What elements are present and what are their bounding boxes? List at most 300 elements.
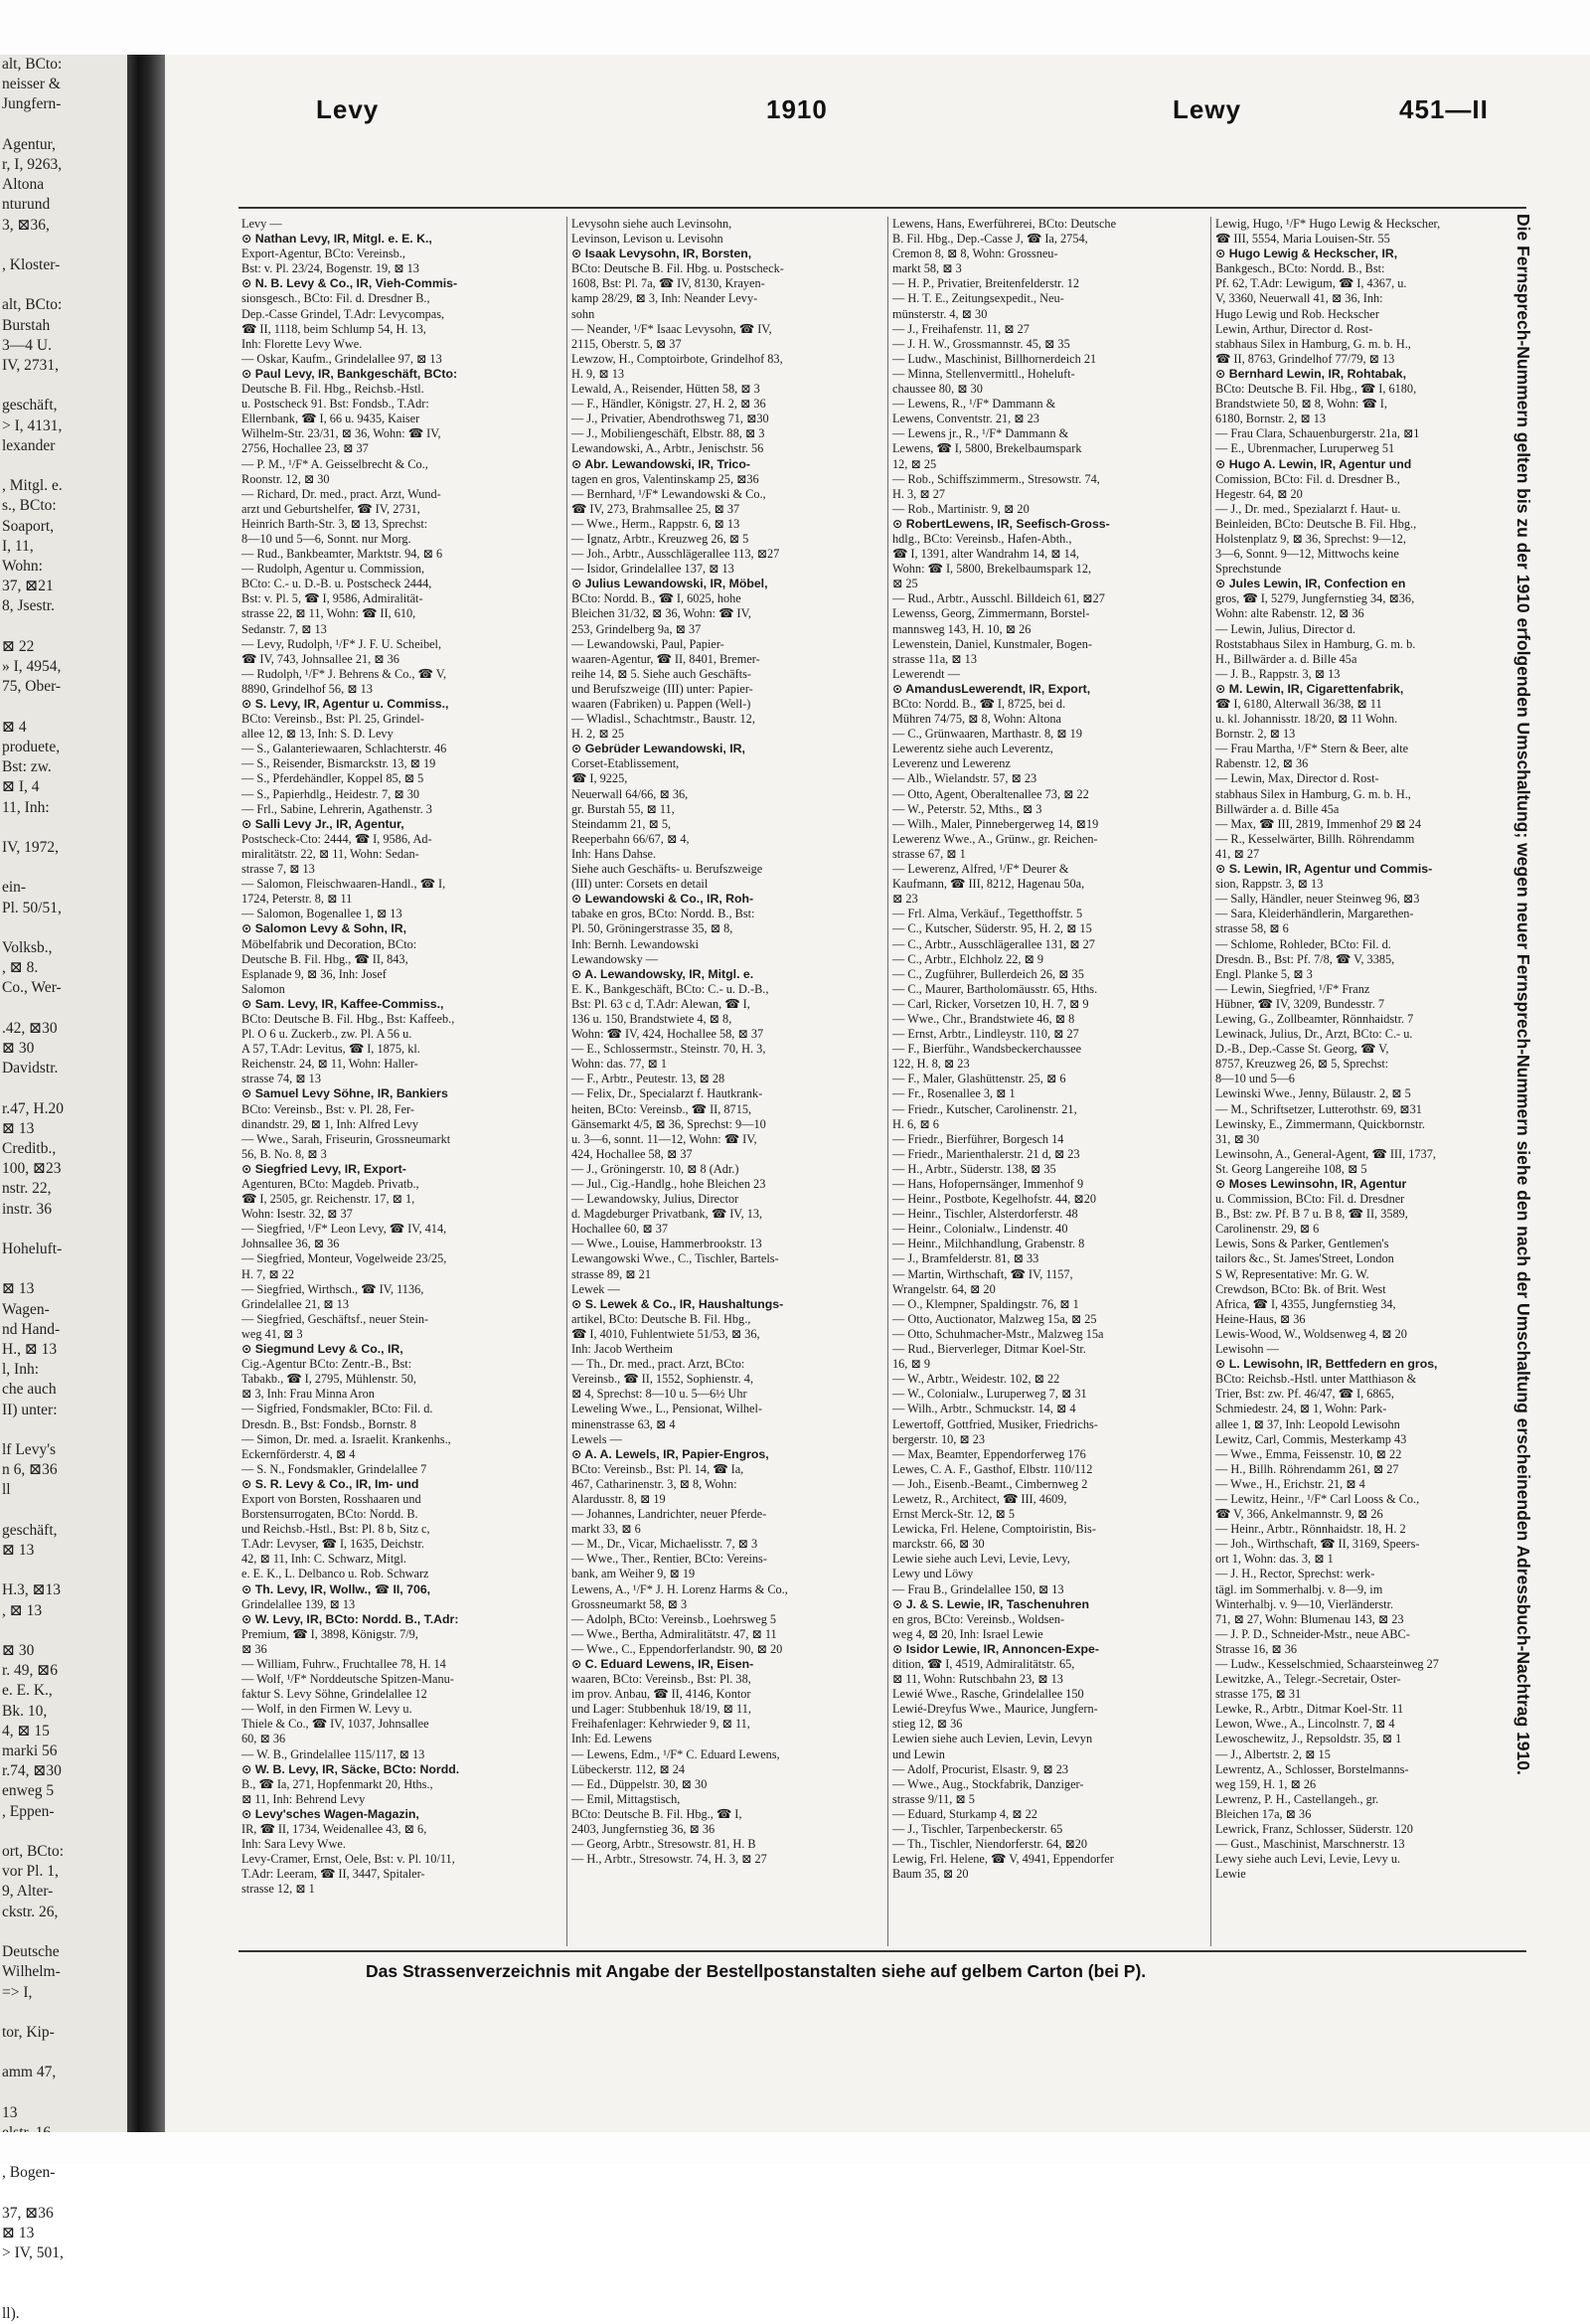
directory-entry-line: — Otto, Agent, Oberaltenallee 73, ⊠ 22 bbox=[892, 786, 1089, 801]
directory-entry-line: Levy-Cramer, Ernst, Oele, Bst: v. Pl. 10/11, bbox=[241, 1852, 455, 1867]
directory-entry-line: weg 159, H. 1, ⊠ 26 bbox=[1215, 1776, 1317, 1791]
directory-entry-line: Postscheck-Cto: 2444, ☎ I, 9586, Ad- bbox=[241, 831, 432, 846]
directory-entry-line: mannsweg 143, H. 10, ⊠ 26 bbox=[892, 621, 1032, 636]
directory-entry-line: dition, ☎ I, 4519, Admiralitätstr. 65, bbox=[892, 1657, 1075, 1671]
directory-entry-line: u. 3—6, sonnt. 11—12, Wohn: ☎ IV, bbox=[571, 1131, 757, 1146]
directory-entry-line: kamp 28/29, ⊠ 3, Inh: Neander Levy- bbox=[571, 291, 758, 306]
directory-entry-line: 8—10 und 5—6, Sonnt. nur Morg. bbox=[241, 531, 411, 546]
directory-entry-line: Lewrenz, P. H., Castellangeh., gr. bbox=[1215, 1791, 1379, 1806]
directory-entry-line: Lewisohn — bbox=[1215, 1342, 1279, 1357]
facing-page-line: ⊠ 13 bbox=[2, 1119, 35, 1137]
facing-page-line: , Bogen- bbox=[2, 2164, 56, 2182]
directory-entry-line: — Wilh., Arbtr., Schmuckstr. 14, ⊠ 4 bbox=[892, 1402, 1076, 1416]
directory-entry-line: — J., Privatier, Abendrothsweg 71, ⊠30 bbox=[571, 412, 769, 426]
directory-entry-line: — S., Pferdehändler, Koppel 85, ⊠ 5 bbox=[241, 771, 424, 786]
facing-page-line: H.3, ⊠13 bbox=[2, 1581, 62, 1599]
directory-entry-line: Pf. 62, T.Adr: Lewigum, ☎ I, 4367, u. bbox=[1215, 276, 1407, 291]
directory-entry-line: Ernst Merck-Str. 12, ⊠ 5 bbox=[892, 1507, 1016, 1522]
running-head-year: 1910 bbox=[766, 94, 828, 124]
directory-entry-line: — J. B., Rappstr. 3, ⊠ 13 bbox=[1215, 666, 1341, 681]
directory-entry-line: — Heinr., Tischler, Alsterdorferstr. 48 bbox=[892, 1207, 1078, 1222]
directory-entry-line: münsterstr. 4, ⊠ 30 bbox=[892, 306, 988, 321]
directory-entry-line: — Wwe., Herm., Rappstr. 6, ⊠ 13 bbox=[571, 516, 740, 531]
directory-entry-line: — Rob., Schiffszimmerm., Stresowstr. 74, bbox=[892, 471, 1100, 486]
directory-entry-line: Mühren 74/75, ⊠ 8, Wohn: Altona bbox=[892, 712, 1061, 727]
directory-entry-line: — Wolf, ¹/F* Norddeutsche Spitzen-Manu- bbox=[241, 1672, 454, 1687]
facing-page-line: geschäft, bbox=[2, 1521, 58, 1539]
directory-entry-line: — Joh., Arbtr., Ausschlägerallee 113, ⊠27 bbox=[571, 547, 780, 562]
directory-entry-line: — Johannes, Landrichter, neuer Pferde- bbox=[571, 1507, 767, 1522]
facing-page-line bbox=[0, 818, 127, 838]
facing-page-line: , Mitgl. e. bbox=[2, 477, 63, 495]
facing-page-line: lf Levy's bbox=[2, 1441, 57, 1459]
directory-entry-line: ⊙ Isaak Levysohn, IR, Borsten, bbox=[571, 247, 752, 261]
directory-entry-line: ⊙ S. Levy, IR, Agentur u. Commiss., bbox=[241, 697, 449, 711]
directory-entry-line: Lewis, Sons & Parker, Gentlemen's bbox=[1215, 1237, 1389, 1251]
facing-page-line: , Eppen- bbox=[2, 1802, 55, 1820]
directory-entry-line: — S. N., Fondsmakler, Grindelallee 7 bbox=[241, 1461, 427, 1476]
directory-entry-line: Premium, ☎ I, 3898, Königstr. 7/9, bbox=[241, 1626, 418, 1641]
directory-entry-line: sohn bbox=[571, 306, 595, 321]
directory-entry-line: — Rudolph, ¹/F* J. Behrens & Co., ☎ V, bbox=[241, 666, 447, 681]
directory-entry-line: ⊙ S. Lewek & Co., IR, Haushaltungs- bbox=[571, 1296, 784, 1311]
directory-entry-line: Beinleiden, BCto: Deutsche B. Fil. Hbg., bbox=[1215, 516, 1417, 531]
directory-entry-line: u. Commission, BCto: Fil. d. Dresdner bbox=[1215, 1192, 1405, 1207]
directory-entry-line: ⊙ AmandusLewerendt, IR, Export, bbox=[892, 681, 1091, 696]
footer-note: Das Strassenverzeichnis mit Angabe der Bestellpostanstalten siehe auf gelbem Carton (bei P). bbox=[366, 1961, 1147, 1981]
directory-entry-line: ⊙ Isidor Lewie, IR, Annoncen-Expe- bbox=[892, 1641, 1099, 1656]
directory-entry-line: E. K., Bankgeschäft, BCto: C.- u. D.-B., bbox=[571, 981, 769, 996]
directory-entry-line: und Lager: Stubbenhuk 18/19, ⊠ 11, bbox=[571, 1702, 751, 1717]
directory-entry-line: — Rud., Arbtr., Ausschl. Billdeich 61, ⊠27 bbox=[892, 591, 1105, 606]
directory-entry-line: Heine-Haus, ⊠ 36 bbox=[1215, 1311, 1306, 1326]
directory-entry-line: H. 9, ⊠ 13 bbox=[571, 366, 625, 381]
facing-page-line: Volksb., bbox=[2, 938, 53, 956]
facing-page-line: amm 47, bbox=[2, 2064, 57, 2081]
directory-entry-line: en gros, BCto: Vereinsb., Woldsen- bbox=[892, 1611, 1065, 1626]
footer-rule bbox=[238, 1950, 1526, 1952]
facing-page-line: 37, ⊠21 bbox=[2, 578, 54, 595]
directory-entry-line: Eckernförderstr. 4, ⊠ 4 bbox=[241, 1446, 356, 1461]
directory-entry-line: Hugo Lewig und Rob. Heckscher bbox=[1215, 306, 1379, 321]
facing-page-line: I, 11, bbox=[2, 537, 34, 555]
directory-entry-line: — Heinr., Colonialw., Lindenstr. 40 bbox=[892, 1222, 1068, 1237]
facing-page-line: > IV, 501, bbox=[2, 2244, 64, 2262]
directory-entry-line: Lewinsohn, A., General-Agent, ☎ III, 1737, bbox=[1215, 1146, 1436, 1161]
scan-margin-top bbox=[0, 0, 1590, 55]
facing-page-line: vor Pl. 1, bbox=[2, 1863, 59, 1881]
directory-entry-line: Billwärder a. d. Bille 45a bbox=[1215, 801, 1340, 816]
directory-entry-line: — Oskar, Kaufm., Grindelallee 97, ⊠ 13 bbox=[241, 351, 442, 366]
facing-page-line: ⊠ I, 4 bbox=[2, 778, 40, 796]
directory-entry-line: strasse 58, ⊠ 6 bbox=[1215, 921, 1289, 936]
facing-page-line bbox=[0, 1220, 127, 1240]
facing-page-line: ⊠ 30 bbox=[2, 1039, 35, 1057]
facing-page-line: lexander bbox=[2, 436, 56, 454]
directory-entry-line: Lewig, Frl. Helene, ☎ V, 4941, Eppendorfer bbox=[892, 1852, 1114, 1867]
directory-entry-line: ☎ I, 4010, Fuhlentwiete 51/53, ⊠ 36, bbox=[571, 1326, 760, 1341]
directory-entry-line: gros, ☎ I, 5279, Jungfernstieg 34, ⊠36, bbox=[1215, 591, 1415, 606]
facing-page-line bbox=[0, 858, 127, 878]
directory-entry-line: ⊙ Siegmund Levy & Co., IR, bbox=[241, 1342, 403, 1357]
directory-entry-line: Bleichen 17a, ⊠ 36 bbox=[1215, 1806, 1312, 1821]
facing-page-text bbox=[0, 55, 127, 2324]
directory-entry-line: — Ernst, Arbtr., Lindleystr. 110, ⊠ 27 bbox=[892, 1027, 1079, 1042]
directory-entry-line: — Wwe., Aug., Stockfabrik, Danziger- bbox=[892, 1776, 1084, 1791]
facing-page-line: , Kloster- bbox=[2, 256, 61, 274]
directory-entry-line: dinandstr. 29, ⊠ 1, Inh: Alfred Levy bbox=[241, 1116, 418, 1131]
facing-page-line: ⊠ 13 bbox=[2, 1542, 35, 1560]
directory-entry-line: hdlg., BCto: Vereinsb., Hafen-Abth., bbox=[892, 531, 1072, 546]
facing-page-line: 4, ⊠ 15 bbox=[2, 1722, 50, 1740]
directory-entry-line: — Sara, Kleiderhändlerin, Margarethen- bbox=[1215, 907, 1414, 921]
directory-entry-line: — Heinr., Milchhandlung, Grabenstr. 8 bbox=[892, 1237, 1085, 1251]
directory-entry-line: ⊙ Sam. Levy, IR, Kaffee-Commiss., bbox=[241, 996, 444, 1011]
directory-entry-line: Lewinack, Julius, Dr., Arzt, BCto: C.- u. bbox=[1215, 1027, 1413, 1042]
facing-page-line: » I, 4954, bbox=[2, 658, 62, 676]
directory-entry-line: — Isidor, Grindelallee 137, ⊠ 13 bbox=[571, 562, 734, 577]
directory-entry-line: — Siegfried, Wirthsch., ☎ IV, 1136, bbox=[241, 1281, 424, 1296]
directory-entry-line: tagen en gros, Valentinskamp 25, ⊠36 bbox=[571, 471, 759, 486]
directory-entry-line: D.-B., Dep.-Casse St. Georg, ☎ V, bbox=[1215, 1042, 1389, 1057]
directory-entry-line: — E., Ubrenmacher, Luruperweg 51 bbox=[1215, 441, 1395, 456]
directory-entry-line: ⊙ Gebrüder Lewandowski, IR, bbox=[571, 742, 745, 756]
facing-page-line: 3—4 U. bbox=[2, 336, 52, 354]
facing-page-line: 11, Inh: bbox=[2, 798, 50, 816]
facing-page-line: Creditb., bbox=[2, 1139, 57, 1157]
directory-entry-line: — Sigfried, Fondsmakler, BCto: Fil. d. bbox=[241, 1402, 433, 1416]
facing-page-line: Burstah bbox=[2, 316, 51, 334]
directory-entry-line: — J., Mobiliengeschäft, Elbstr. 88, ⊠ 3 bbox=[571, 426, 765, 441]
facing-page-line: => I, bbox=[2, 1983, 33, 2001]
facing-page-line: 37, ⊠36 bbox=[2, 2204, 54, 2222]
directory-entry-line: B., Bst: zw. Pf. B 7 u. B 8, ☎ II, 3589, bbox=[1215, 1207, 1408, 1222]
directory-entry-line: Wohn: Isestr. 32, ⊠ 37 bbox=[241, 1207, 353, 1222]
directory-entry-line: ☎ II, 1118, beim Schlump 54, H. 13, bbox=[241, 321, 426, 336]
directory-entry-line: Lewig, Hugo, ¹/F* Hugo Lewig & Heckscher, bbox=[1215, 217, 1441, 231]
directory-entry-line: 8757, Kreuzweg 26, ⊠ 5, Sprechst: bbox=[1215, 1057, 1389, 1072]
directory-entry-line: BCto: Deutsche B. Fil. Hbg., Bst: Kaffeeb., bbox=[241, 1011, 455, 1026]
directory-entry-line: ⊙ RobertLewens, IR, Seefisch-Gross- bbox=[892, 516, 1110, 531]
facing-page-line bbox=[0, 115, 127, 135]
directory-entry-line: — Rud., Bierverleger, Ditmar Koel-Str. bbox=[892, 1342, 1086, 1357]
facing-page-line: IV, 1972, bbox=[2, 838, 59, 856]
directory-entry-line: 60, ⊠ 36 bbox=[241, 1732, 286, 1746]
directory-entry-line: — F., Maler, Glashüttenstr. 25, ⊠ 6 bbox=[892, 1072, 1066, 1086]
directory-entry-line: Kaufmann, ☎ III, 8212, Hagenau 50a, bbox=[892, 877, 1085, 892]
facing-page-line: ein- bbox=[2, 879, 27, 897]
facing-page-line: , ⊠ 8. bbox=[2, 959, 39, 977]
directory-entry-line: — Salomon, Fleischwaaren-Handl., ☎ I, bbox=[241, 877, 446, 892]
directory-entry-line: Bst: v. Pl. 23/24, Bogenstr. 19, ⊠ 13 bbox=[241, 261, 419, 276]
directory-entry-line: (III) unter: Corsets en detail bbox=[571, 877, 709, 892]
directory-entry-line: Lewes, C. A. F., Gasthof, Elbstr. 110/112 bbox=[892, 1461, 1093, 1476]
directory-entry-line: Inh: Ed. Lewens bbox=[571, 1732, 652, 1746]
directory-entry-line: — Lewitz, Heinr., ¹/F* Carl Looss & Co., bbox=[1215, 1491, 1420, 1506]
directory-entry-line: ☎ I, 2505, gr. Reichenstr. 17, ⊠ 1, bbox=[241, 1192, 415, 1207]
directory-entry-line: Inh: Hans Dahse. bbox=[571, 846, 657, 861]
directory-entry-line: Lewie bbox=[1215, 1867, 1246, 1882]
facing-page-line: Co., Wer- bbox=[2, 979, 62, 997]
directory-entry-line: BCto: C.- u. D.-B. u. Postscheck 2444, bbox=[241, 577, 432, 591]
facing-page-line bbox=[0, 2043, 127, 2063]
directory-entry-line: — J., Bramfelderstr. 81, ⊠ 33 bbox=[892, 1251, 1039, 1266]
directory-entry-line: Lewitzke, A., Telegr.-Secretair, Oster- bbox=[1215, 1672, 1401, 1687]
facing-page-line: enweg 5 bbox=[2, 1782, 55, 1800]
directory-entry-line: Bst: v. Pl. 5, ☎ I, 9586, Admiralität- bbox=[241, 591, 423, 606]
facing-page-line: ⊠ 13 bbox=[2, 1280, 35, 1298]
directory-entry-line: T.Adr: Levyser, ☎ I, 1635, Deichstr. bbox=[241, 1537, 424, 1552]
directory-entry-line: 16, ⊠ 9 bbox=[892, 1357, 930, 1372]
directory-entry-line: ☎ II, 8763, Grindelhof 77/79, ⊠ 13 bbox=[1215, 351, 1395, 366]
directory-entry-line: BCto: Vereinsb., Bst: Pl. 14, ☎ Ia, bbox=[571, 1461, 744, 1476]
directory-entry-line: Rabenstr. 12, ⊠ 36 bbox=[1215, 756, 1309, 771]
directory-entry-line: Dep.-Casse Grindel, T.Adr: Levycompas, bbox=[241, 306, 445, 321]
directory-entry-line: Winterhalbj. v. 9—10, Vierländerstr. bbox=[1215, 1596, 1394, 1611]
directory-entry-line: — Ed., Düppelstr. 30, ⊠ 30 bbox=[571, 1776, 708, 1791]
directory-entry-line: Levy — bbox=[241, 217, 282, 231]
directory-entry-line: Lewek — bbox=[571, 1281, 620, 1296]
directory-entry-line: Lewens, Hans, Ewerführerei, BCto: Deutsche bbox=[892, 217, 1117, 231]
directory-entry-line: — C., Kutscher, Süderstr. 95, H. 2, ⊠ 15 bbox=[892, 921, 1092, 936]
directory-entry-line: — J. H. W., Grossmannstr. 45, ⊠ 35 bbox=[892, 336, 1070, 351]
directory-entry-line: ⊠ 11, Wohn: Rutschbahn 23, ⊠ 13 bbox=[892, 1672, 1063, 1687]
directory-entry-line: ⊙ Moses Lewinsohn, IR, Agentur bbox=[1215, 1177, 1407, 1191]
facing-page-line bbox=[0, 456, 127, 476]
directory-entry-line: und Reichsb.-Hstl., Bst: Pl. 8 b, Sitz c, bbox=[241, 1522, 430, 1537]
facing-page-line bbox=[0, 2003, 127, 2023]
facing-page-line: r, I, 9263, bbox=[2, 156, 63, 174]
directory-entry-line: Deutsche B. Fil. Hbg., ☎ II, 843, bbox=[241, 951, 408, 966]
directory-entry-line: IR, ☎ II, 1734, Weidenallee 43, ⊠ 6, bbox=[241, 1822, 427, 1837]
directory-entry-line: 42, ⊠ 11, Inh: C. Schwarz, Mitgl. bbox=[241, 1552, 406, 1567]
facing-page-line: IV, 2731, bbox=[2, 357, 59, 375]
directory-entry-line: — E., Schlossermstr., Steinstr. 70, H. 3, bbox=[571, 1042, 766, 1057]
directory-entry-line: ⊙ Siegfried Levy, IR, Export- bbox=[241, 1161, 406, 1176]
facing-page-line bbox=[0, 376, 127, 396]
directory-entry-line: ⊠ 4, Sprechst: 8—10 u. 5—6½ Uhr bbox=[571, 1387, 747, 1402]
directory-entry-line: B. Fil. Hbg., Dep.-Casse J, ☎ Ia, 2754, bbox=[892, 232, 1088, 247]
directory-entry-line: waaren-Agentur, ☎ II, 8401, Bremer- bbox=[571, 651, 760, 666]
directory-entry-line: — W., Arbtr., Weidestr. 102, ⊠ 22 bbox=[892, 1372, 1060, 1387]
directory-entry-line: — O., Klempner, Spaldingstr. 76, ⊠ 1 bbox=[892, 1296, 1079, 1311]
directory-entry-line: Lewels — bbox=[571, 1431, 622, 1446]
directory-entry-line: Levysohn siehe auch Levinsohn, bbox=[571, 217, 732, 231]
facing-page-line: 8, Jsestr. bbox=[2, 597, 55, 615]
directory-entry-line: Steindamm 21, ⊠ 5, bbox=[571, 816, 672, 831]
facing-page-line bbox=[0, 2263, 127, 2283]
directory-entry-line: — H., Arbtr., Stresowstr. 74, H. 3, ⊠ 27 bbox=[571, 1852, 767, 1867]
directory-entry-line: Lewicka, Frl. Helene, Comptoiristin, Bis- bbox=[892, 1522, 1096, 1537]
directory-entry-line: — Fr., Rosenallee 3, ⊠ 1 bbox=[892, 1086, 1016, 1101]
directory-entry-line: — Siegfried, ¹/F* Leon Levy, ☎ IV, 414, bbox=[241, 1222, 447, 1237]
directory-entry-line: — Simon, Dr. med. a. Israelit. Krankenhs., bbox=[241, 1431, 451, 1446]
directory-entry-line: — Th., Tischler, Niendorferstr. 64, ⊠20 bbox=[892, 1837, 1088, 1852]
directory-entry-line: 1724, Peterstr. 8, ⊠ 11 bbox=[241, 892, 353, 907]
directory-entry-line: ☎ IV, 273, Brahmsallee 25, ⊠ 37 bbox=[571, 501, 740, 516]
directory-entry-line: — J., Dr. med., Spezialarzt f. Haut- u. bbox=[1215, 501, 1401, 516]
facing-page-line: > I, 4131, bbox=[2, 416, 63, 434]
facing-page-line: neisser & bbox=[2, 76, 61, 93]
directory-entry-line: ☎ V, 366, Ankelmannstr. 9, ⊠ 26 bbox=[1215, 1507, 1383, 1522]
facing-page-line: ort, BCto: bbox=[2, 1843, 65, 1861]
directory-entry-line: — Lewin, Julius, Director d. bbox=[1215, 621, 1356, 636]
directory-entry-line: ⊙ Th. Levy, IR, Wollw., ☎ II, 706, bbox=[241, 1581, 431, 1596]
directory-entry-line: — Wilh., Maler, Pinnebergerweg 14, ⊠19 bbox=[892, 816, 1099, 831]
directory-entry-line: — M., Schriftsetzer, Lutterothstr. 69, ⊠31 bbox=[1215, 1101, 1422, 1116]
directory-entry-line: Vereinsb., ☎ II, 1552, Sophienstr. 4, bbox=[571, 1372, 754, 1387]
directory-entry-line: — Bernhard, ¹/F* Lewandowski & Co., bbox=[571, 486, 766, 501]
directory-entry-line: — Wwe., Bertha, Admiralitätstr. 47, ⊠ 11 bbox=[571, 1626, 777, 1641]
directory-entry-line: Comission, BCto: Fil. d. Dresdner B., bbox=[1215, 471, 1400, 486]
directory-entry-line: — Frl. Alma, Verkäuf., Tegetthoffstr. 5 bbox=[892, 907, 1083, 921]
directory-entry-line: — P. M., ¹/F* A. Geisselbrecht & Co., bbox=[241, 456, 428, 471]
directory-entry-line: Deutsche B. Fil. Hbg., Reichsb.-Hstl. bbox=[241, 382, 424, 397]
directory-entry-line: — Wwe., H., Erichstr. 21, ⊠ 4 bbox=[1215, 1476, 1365, 1491]
directory-entry-line: Lewangowski Wwe., C., Tischler, Bartels- bbox=[571, 1251, 779, 1266]
directory-entry-line: Heinrich Barth-Str. 3, ⊠ 13, Sprechst: bbox=[241, 516, 428, 531]
directory-entry-line: — Eduard, Sturkamp 4, ⊠ 22 bbox=[892, 1806, 1037, 1821]
directory-entry-line: Africa, ☎ I, 4355, Jungfernstieg 34, bbox=[1215, 1296, 1396, 1311]
directory-entry-line: sionsgesch., BCto: Fil. d. Dresdner B., bbox=[241, 291, 430, 306]
directory-entry-line: 56, B. No. 8, ⊠ 3 bbox=[241, 1146, 327, 1161]
facing-page-line: ⊠ 22 bbox=[2, 637, 35, 655]
facing-page-line bbox=[0, 1561, 127, 1580]
directory-entry-line: — C., Maurer, Bartholomäusstr. 65, Hths. bbox=[892, 981, 1098, 996]
facing-page-line: ⊠ 13 bbox=[2, 2224, 35, 2241]
directory-entry-line: Inh: Sara Levy Wwe. bbox=[241, 1837, 346, 1852]
directory-entry-line: — Gust., Maschinist, Marschnerstr. 13 bbox=[1215, 1837, 1405, 1852]
directory-entry-line: 3—6, Sonnt. 9—12, Mittwochs keine bbox=[1215, 547, 1399, 562]
directory-entry-line: — Max, ☎ III, 2819, Immenhof 29 ⊠ 24 bbox=[1215, 816, 1421, 831]
directory-entry-line: Esplanade 9, ⊠ 36, Inh: Josef bbox=[241, 966, 387, 981]
directory-entry-line: Wohn: das. 77, ⊠ 1 bbox=[571, 1057, 668, 1072]
directory-entry-line: — Ludw., Kesselschmied, Schaarsteinweg 27 bbox=[1215, 1657, 1439, 1671]
facing-page-line: 9, Alter- bbox=[2, 1883, 54, 1901]
directory-entry-line: — Wwe., Chr., Brandstwiete 46, ⊠ 8 bbox=[892, 1011, 1075, 1026]
directory-entry-line: — Neander, ¹/F* Isaac Levysohn, ☎ IV, bbox=[571, 321, 772, 336]
directory-entry-line: Crewdson, BCto: Bk. of Brit. West bbox=[1215, 1281, 1386, 1296]
facing-page-line: Deutsche bbox=[2, 1943, 60, 1961]
directory-entry-line: 467, Catharinenstr. 3, ⊠ 8, Wohn: bbox=[571, 1476, 737, 1491]
directory-entry-line: strasse 89, ⊠ 21 bbox=[571, 1266, 651, 1281]
directory-entry-line: Grindelallee 139, ⊠ 13 bbox=[241, 1596, 356, 1611]
directory-entry-line: — Georg, Arbtr., Stresowstr. 81, H. B bbox=[571, 1837, 756, 1852]
directory-entry-line: — Frl., Sabine, Lehrerin, Agathenstr. 3 bbox=[241, 801, 432, 816]
facing-page-line: 75, Ober- bbox=[2, 678, 62, 696]
facing-page-line bbox=[0, 275, 127, 295]
directory-entry-line: — Hans, Hofopernsänger, Immenhof 9 bbox=[892, 1177, 1084, 1191]
directory-entry-line: — Levy, Rudolph, ¹/F* J. F. U. Scheibel, bbox=[241, 636, 442, 651]
directory-entry-line: 31, ⊠ 30 bbox=[1215, 1131, 1260, 1146]
facing-page-line: H., ⊠ 13 bbox=[2, 1341, 58, 1358]
facing-page-line: Davidstr. bbox=[2, 1060, 59, 1078]
directory-entry-line: Wilhelm-Str. 23/31, ⊠ 36, Wohn: ☎ IV, bbox=[241, 426, 441, 441]
directory-entry-line: — Rudolph, Agentur u. Commission, bbox=[241, 562, 425, 577]
directory-entry-line: — Otto, Schuhmacher-Mstr., Malzweg 15a bbox=[892, 1326, 1104, 1341]
directory-entry-line: ⊙ W. B. Levy, IR, Säcke, BCto: Nordd. bbox=[241, 1761, 460, 1776]
directory-entry-line: gr. Burstah 55, ⊠ 11, bbox=[571, 801, 675, 816]
facing-page-line: produete, bbox=[2, 738, 61, 755]
directory-entry-line: ☎ IV, 743, Johnsallee 21, ⊠ 36 bbox=[241, 651, 399, 666]
directory-entry-line: — Ludw., Maschinist, Billhornerdeich 21 bbox=[892, 351, 1097, 366]
directory-entry-line: — Jul., Cig.-Handlg., hohe Bleichen 23 bbox=[571, 1177, 766, 1191]
directory-entry-line: 2756, Hochallee 23, ⊠ 37 bbox=[241, 441, 369, 456]
directory-entry-line: ⊙ Levy'sches Wagen-Magazin, bbox=[241, 1806, 419, 1821]
facing-page-line: r.47, H.20 bbox=[2, 1099, 64, 1117]
directory-entry-line: allee 1, ⊠ 37, Inh: Leopold Lewisohn bbox=[1215, 1416, 1400, 1431]
facing-page-line: Wilhelm- bbox=[2, 1963, 61, 1981]
directory-entry-line: — William, Fuhrw., Fruchtallee 78, H. 14 bbox=[241, 1657, 446, 1671]
directory-entry-line: ort 1, Wohn: das. 3, ⊠ 1 bbox=[1215, 1552, 1334, 1567]
directory-entry-line: — Wwe., Louise, Hammerbrookstr. 13 bbox=[571, 1237, 762, 1251]
directory-entry-line: Lewoschewitz, J., Repsoldstr. 35, ⊠ 1 bbox=[1215, 1732, 1402, 1746]
directory-entry-line: — Alb., Wielandstr. 57, ⊠ 23 bbox=[892, 771, 1037, 786]
directory-entry-line: — J., Albertstr. 2, ⊠ 15 bbox=[1215, 1746, 1331, 1761]
directory-entry-line: weg 4, ⊠ 20, Inh: Israel Lewie bbox=[892, 1626, 1043, 1641]
directory-entry-line: — Heinr., Postbote, Kegelhofstr. 44, ⊠20 bbox=[892, 1192, 1096, 1207]
directory-entry-line: — W., Peterstr. 52, Mths., ⊠ 3 bbox=[892, 801, 1042, 816]
directory-entry-line: ⊙ J. & S. Lewie, IR, Taschenuhren bbox=[892, 1596, 1089, 1611]
directory-entry-line: ⊠ 23 bbox=[892, 892, 918, 907]
facing-page-line bbox=[0, 1621, 127, 1641]
directory-entry-line: ⊠ 25 bbox=[892, 577, 918, 591]
facing-page-line bbox=[0, 999, 127, 1019]
directory-entry-line: Sedanstr. 7, ⊠ 13 bbox=[241, 621, 327, 636]
directory-entry-line: Dresdn. B., Bst: Pf. 7/8, ☎ V, 3385, bbox=[1215, 951, 1395, 966]
directory-entry-line: Leweling Wwe., L., Pensionat, Wilhel- bbox=[571, 1402, 763, 1416]
directory-entry-line: — Joh., Wirthschaft, ☎ II, 3169, Speers- bbox=[1215, 1537, 1420, 1552]
directory-entry-line: Trier, Bst: zw. Pf. 46/47, ☎ I, 6865, bbox=[1215, 1387, 1394, 1402]
directory-entry-line: Siehe auch Geschäfts- u. Berufszweige bbox=[571, 862, 763, 877]
directory-entry-line: strasse 74, ⊠ 13 bbox=[241, 1072, 321, 1086]
facing-page-line bbox=[0, 2083, 127, 2103]
directory-entry-line: Grindelallee 21, ⊠ 13 bbox=[241, 1296, 349, 1311]
directory-entry-line: H. 3, ⊠ 27 bbox=[892, 486, 946, 501]
facing-page-line: Altona bbox=[2, 176, 45, 194]
facing-page-line bbox=[0, 1822, 127, 1842]
directory-entry-line: 8—10 und 5—6 bbox=[1215, 1072, 1295, 1086]
directory-entry-line: — Wwe., Emma, Feissenstr. 10, ⊠ 22 bbox=[1215, 1446, 1402, 1461]
directory-entry-line: reihe 14, ⊠ 5. Siehe auch Geschäfts- bbox=[571, 666, 752, 681]
directory-entry-line: — C., Zugführer, Bullerdeich 26, ⊠ 35 bbox=[892, 966, 1084, 981]
directory-entry-line: ☎ I, 6180, Alterwall 36/38, ⊠ 11 bbox=[1215, 697, 1382, 711]
directory-entry-line: St. Georg Langereihe 108, ⊠ 5 bbox=[1215, 1161, 1367, 1176]
facing-page-line bbox=[0, 1922, 127, 1942]
directory-entry-line: stieg 12, ⊠ 36 bbox=[892, 1717, 963, 1732]
directory-entry-line: — Lewandowsky, Julius, Director bbox=[571, 1192, 739, 1207]
column-4 bbox=[1215, 217, 1504, 1946]
directory-entry-line: — H. T. E., Zeitungsexpedit., Neu- bbox=[892, 291, 1064, 306]
directory-entry-line: — F., Händler, Königstr. 27, H. 2, ⊠ 36 bbox=[571, 397, 766, 412]
directory-entry-line: 2403, Jungfernstieg 36, ⊠ 36 bbox=[571, 1822, 716, 1837]
directory-entry-line: Cig.-Agentur BCto: Zentr.-B., Bst: bbox=[241, 1357, 412, 1372]
facing-page-line: Wagen- bbox=[2, 1300, 50, 1318]
directory-entry-line: S W, Representative: Mr. G. W. bbox=[1215, 1266, 1369, 1281]
directory-entry-line: — Friedr., Bierführer, Borgesch 14 bbox=[892, 1131, 1064, 1146]
directory-entry-line: — Lewin, Siegfried, ¹/F* Franz bbox=[1215, 981, 1370, 996]
facing-page-line: tor, Kip- bbox=[2, 2023, 55, 2041]
facing-page-line: II) unter: bbox=[2, 1401, 58, 1418]
directory-entry-line: — J., Tischler, Tarpenbeckerstr. 65 bbox=[892, 1822, 1063, 1837]
directory-entry-line: ⊠ 11, Inh: Behrend Levy bbox=[241, 1791, 366, 1806]
directory-entry-line: — J., Gröningerstr. 10, ⊠ 8 (Adr.) bbox=[571, 1161, 739, 1176]
directory-entry-line: waaren (Fabriken) u. Pappen (Well-) bbox=[571, 697, 751, 711]
facing-page-line: r.74, ⊠30 bbox=[2, 1762, 62, 1780]
directory-entry-line: weg 41, ⊠ 3 bbox=[241, 1326, 303, 1341]
directory-entry-line: Engl. Planke 5, ⊠ 3 bbox=[1215, 966, 1313, 981]
directory-entry-line: Bankgesch., BCto: Nordd. B., Bst: bbox=[1215, 261, 1385, 276]
